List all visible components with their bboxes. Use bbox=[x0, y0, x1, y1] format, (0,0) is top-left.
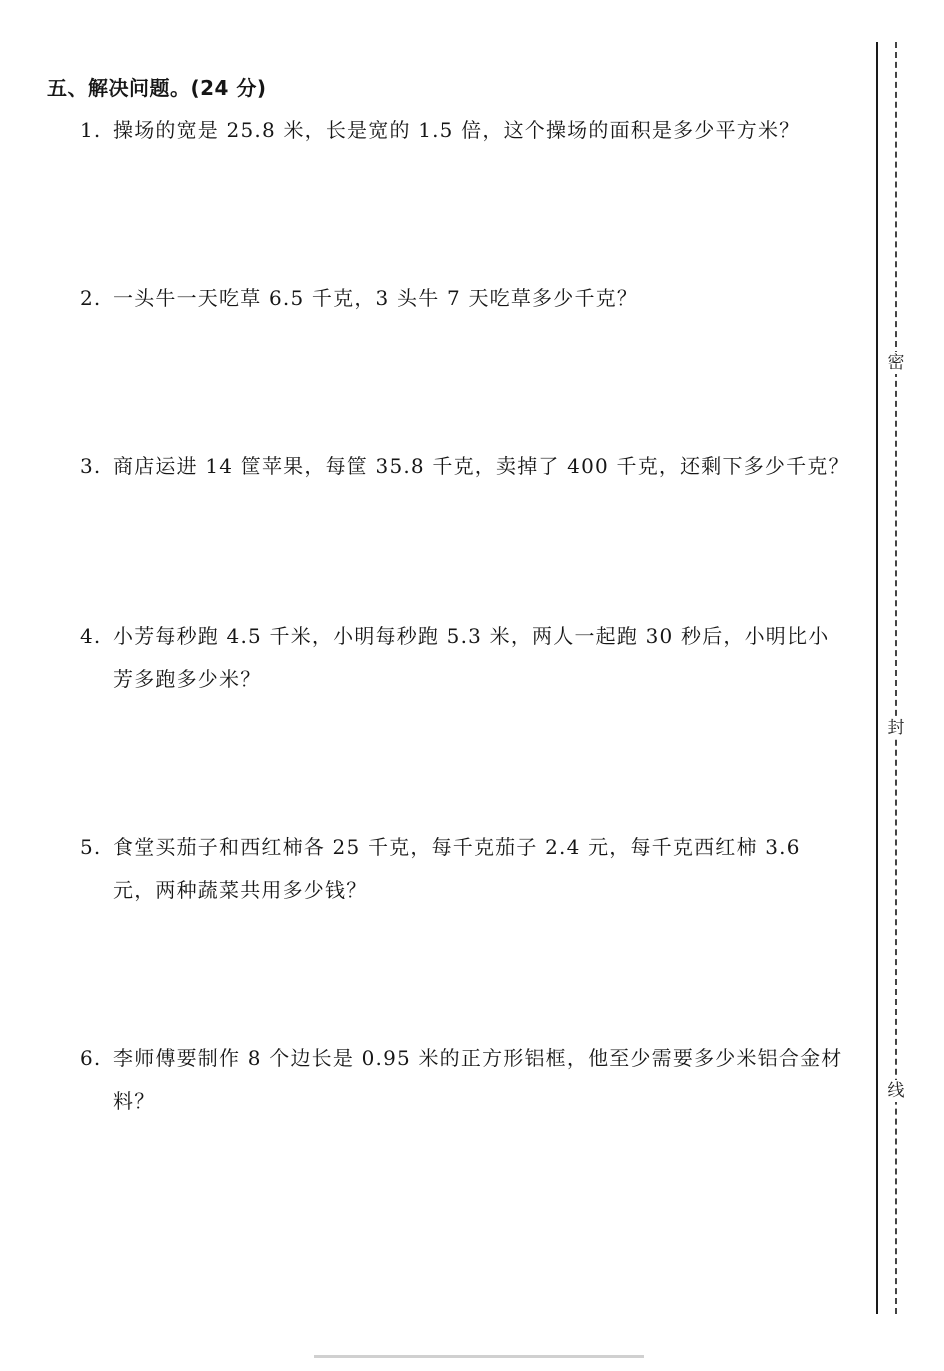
problem-6 bbox=[80, 1037, 850, 1123]
binding-label-mi: 密 bbox=[881, 352, 911, 374]
problem-text: 操场的宽是 25.8 米，长是宽的 1.5 倍，这个操场的面积是多少平方米？ bbox=[113, 118, 801, 142]
section-title: 五、解决问题。(24 分) bbox=[47, 76, 267, 100]
binding-label-xian: 线 bbox=[881, 1080, 911, 1102]
problem-text: 李师傅要制作 8 个边长是 0.95 米的正方形铝框，他至少需要多少米铝合金材料？ bbox=[113, 1046, 843, 1113]
binding-solid-line bbox=[876, 42, 878, 1314]
problem-number: 3. bbox=[80, 454, 102, 478]
problem-number: 1. bbox=[80, 118, 102, 142]
problem-3 bbox=[80, 445, 850, 488]
binding-dashed-line bbox=[895, 42, 897, 1314]
bottom-scan-mark bbox=[314, 1355, 644, 1358]
problem-number: 4. bbox=[80, 624, 102, 648]
problem-text: 食堂买茄子和西红柿各 25 千克，每千克茄子 2.4 元，每千克西红柿 3.6 元，两种蔬菜共用多少钱？ bbox=[113, 835, 801, 902]
problem-4 bbox=[80, 615, 850, 701]
problem-number: 2. bbox=[80, 286, 102, 310]
problem-number: 6. bbox=[80, 1046, 102, 1070]
binding-label-feng: 封 bbox=[881, 717, 911, 739]
problem-text: 一头牛一天吃草 6.5 千克，3 头牛 7 天吃草多少千克？ bbox=[113, 286, 639, 310]
problem-1 bbox=[80, 109, 850, 152]
problem-text: 商店运进 14 筐苹果，每筐 35.8 千克，卖掉了 400 千克，还剩下多少千克？ bbox=[113, 454, 850, 478]
problem-2 bbox=[80, 277, 850, 320]
problem-5 bbox=[80, 826, 850, 912]
problem-number: 5. bbox=[80, 835, 102, 859]
problem-text: 小芳每秒跑 4.5 千米，小明每秒跑 5.3 米，两人一起跑 30 秒后，小明比小芳多跑多少米？ bbox=[113, 624, 830, 691]
